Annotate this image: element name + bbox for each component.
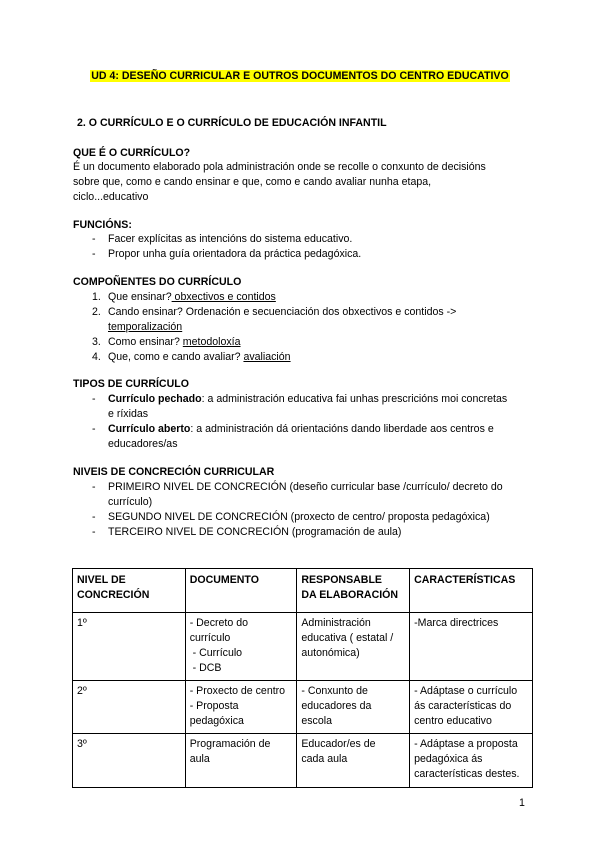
table-header-cell: NIVEL DE CONCRECIÓN — [73, 569, 186, 613]
table-header-row — [73, 569, 533, 613]
table-cell: - Adáptase o currículo ás características do centro educativo — [410, 681, 533, 734]
list-item: - Facer explícitas as intencións do sistema educativo. — [92, 233, 353, 245]
table-cell: - Adáptase a proposta pedagóxica ás características destes. — [410, 734, 533, 788]
page-number: 1 — [519, 797, 525, 809]
link-metodoloxia[interactable]: metodoloxía — [182, 336, 241, 349]
list-item: - PRIMEIRO NIVEL DE CONCRECIÓN (deseño curricular base /currículo/ decreto do currículo) — [92, 481, 503, 509]
concrecion-table — [72, 568, 533, 788]
table-cell: Programación de aula — [185, 734, 297, 788]
list-item: 3. Como ensinar? metodoloxía — [92, 336, 241, 349]
table-cell: - Decreto do currículo - Currículo - DCB — [185, 613, 297, 681]
table-cell: -Marca directrices — [410, 613, 533, 681]
link-obxectivos[interactable]: obxectivos e contidos — [171, 291, 276, 303]
list-item: 1. Que ensinar? obxectivos e contidos — [92, 291, 276, 303]
table-header-cell: RESPONSABLE DA ELABORACIÓN — [297, 569, 410, 613]
list-item: - Propor unha guía orientadora da práctica pedagóxica. — [92, 248, 362, 261]
table-row — [73, 681, 533, 734]
table-cell: 2º — [73, 681, 186, 734]
table-cell: 1º — [73, 613, 186, 681]
list-item: - Currículo aberto: a administración dá orientacións dando liberdade aos centros e educadores/as — [92, 423, 494, 451]
table-row — [73, 734, 533, 788]
niveis-heading: NIVEIS DE CONCRECIÓN CURRICULAR — [73, 466, 275, 478]
list-item: - Currículo pechado: a administración educativa fai unhas prescricións moi concretas e ríxidas — [92, 393, 508, 421]
section-title: 2. O CURRÍCULO E O CURRÍCULO DE EDUCACIÓN INFANTIL — [77, 117, 387, 129]
table-row — [73, 613, 533, 681]
link-avaliacion[interactable]: avaliación — [243, 351, 291, 364]
list-item: 2. Cando ensinar? Ordenación e secuenciación dos obxectivos e contidos -> temporalización — [92, 306, 457, 334]
funcions-heading: FUNCIÓNS: — [73, 219, 132, 231]
table-cell: Administración educativa ( estatal / autonómica) — [297, 613, 410, 681]
niveis-list — [92, 480, 532, 540]
table-header-cell: CARACTERÍSTICAS — [410, 569, 533, 613]
componentes-list — [92, 290, 532, 365]
componentes-heading: COMPOÑENTES DO CURRÍCULO — [73, 276, 242, 288]
table-cell: Educador/es de cada aula — [297, 734, 410, 788]
list-item: 4. Que, como e cando avaliar? avaliación — [92, 351, 291, 364]
que-e-heading: QUE É O CURRÍCULO? — [73, 147, 191, 159]
table-cell: 3º — [73, 734, 186, 788]
tipos-heading: TIPOS DE CURRÍCULO — [73, 378, 189, 390]
table-cell: - Conxunto de educadores da escola — [297, 681, 410, 734]
funcions-list — [92, 232, 532, 262]
document-title: UD 4: DESEÑO CURRICULAR E OUTROS DOCUMENTOS DO CENTRO EDUCATIVO — [91, 70, 509, 82]
table-header-cell: DOCUMENTO — [185, 569, 297, 613]
link-temporalizacion[interactable]: temporalización — [108, 321, 183, 334]
tipos-list — [92, 392, 532, 452]
list-item: - SEGUNDO NIVEL DE CONCRECIÓN (proxecto de centro/ proposta pedagóxica) — [92, 511, 490, 524]
list-item: - TERCEIRO NIVEL DE CONCRECIÓN (programación de aula) — [92, 526, 402, 539]
table-cell: - Proxecto de centro - Proposta pedagóxica — [185, 681, 297, 734]
que-e-paragraph: É un documento elaborado pola administración onde se recolle o conxunto de decisións sobre que, como e cando ensinar e que, como e cando avaliar nunha etapa, ciclo...educativo — [73, 161, 486, 204]
